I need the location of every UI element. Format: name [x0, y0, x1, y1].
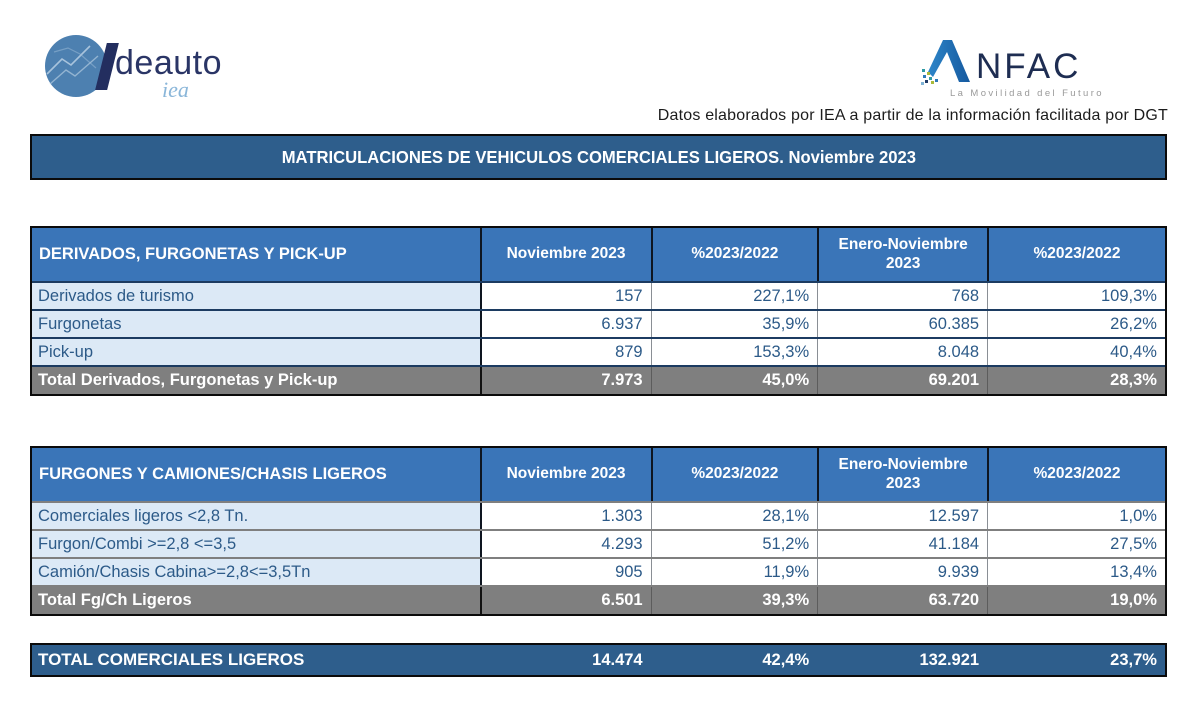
value-cell: 4.293	[480, 531, 651, 557]
value-cell: 879	[480, 339, 651, 365]
value-cell: 227,1%	[651, 283, 818, 309]
total-value-cell: 19,0%	[987, 587, 1165, 614]
value-cell: 153,3%	[651, 339, 818, 365]
value-cell: 109,3%	[987, 283, 1165, 309]
column-header: %2023/2022	[987, 448, 1165, 501]
table-total-row	[32, 365, 1165, 394]
row-label: Comerciales ligeros <2,8 Tn.	[32, 503, 480, 529]
value-cell: 1.303	[480, 503, 651, 529]
ideauto-wordmark: deauto	[115, 44, 222, 82]
row-label: Furgonetas	[32, 311, 480, 337]
total-value-cell: 45,0%	[651, 367, 818, 394]
column-header: Enero-Noviembre 2023	[817, 448, 987, 501]
table-row	[32, 529, 1165, 557]
value-cell: 8.048	[817, 339, 987, 365]
value-cell: 28,1%	[651, 503, 818, 529]
value-cell: 157	[480, 283, 651, 309]
column-header: %2023/2022	[987, 228, 1165, 281]
value-cell: 12.597	[817, 503, 987, 529]
grand-total-label: TOTAL COMERCIALES LIGEROS	[38, 650, 305, 669]
column-header: Enero-Noviembre 2023	[817, 228, 987, 281]
row-label: Pick-up	[32, 339, 480, 365]
table-row	[32, 281, 1165, 309]
value-cell: 40,4%	[987, 339, 1165, 365]
grand-total-value: 132.921	[919, 650, 980, 669]
value-cell: 26,2%	[987, 311, 1165, 337]
total-label: Total Derivados, Furgonetas y Pick-up	[38, 371, 338, 389]
ideauto-logo	[44, 30, 264, 105]
total-value-cell: 63.720	[817, 587, 987, 614]
table-total-row	[32, 585, 1165, 614]
table-row	[32, 309, 1165, 337]
grand-total-bar	[30, 643, 1167, 677]
table-row	[32, 501, 1165, 529]
table-furgones-camiones-chasis	[30, 446, 1167, 616]
data-source-note: Datos elaborados por IEA a partir de la información facilitada por DGT	[657, 107, 1168, 124]
column-header: Noviembre 2023	[480, 228, 651, 281]
report-title-bar	[30, 134, 1167, 180]
value-cell: 11,9%	[651, 559, 818, 585]
column-header: Noviembre 2023	[480, 448, 651, 501]
grand-total-value: 42,4%	[762, 650, 810, 669]
value-cell: 768	[817, 283, 987, 309]
row-label: Furgon/Combi >=2,8 <=3,5	[32, 531, 480, 557]
table-header-row	[32, 448, 1165, 501]
total-value-cell: 69.201	[817, 367, 987, 394]
row-label: Camión/Chasis Cabina>=2,8<=3,5Tn	[32, 559, 480, 585]
value-cell: 41.184	[817, 531, 987, 557]
table-title: FURGONES Y CAMIONES/CHASIS LIGEROS	[39, 464, 387, 483]
value-cell: 27,5%	[987, 531, 1165, 557]
value-cell: 905	[480, 559, 651, 585]
total-value-cell: 39,3%	[651, 587, 818, 614]
value-cell: 35,9%	[651, 311, 818, 337]
anfac-tagline: La Movilidad del Futuro	[950, 88, 1104, 99]
value-cell: 1,0%	[987, 503, 1165, 529]
total-value-cell: 28,3%	[987, 367, 1165, 394]
table-row	[32, 557, 1165, 585]
table-row	[32, 337, 1165, 365]
column-header: %2023/2022	[651, 228, 818, 281]
value-cell: 9.939	[817, 559, 987, 585]
value-cell: 51,2%	[651, 531, 818, 557]
anfac-wordmark: NFAC	[976, 47, 1082, 86]
value-cell: 13,4%	[987, 559, 1165, 585]
total-value-cell: 7.973	[480, 367, 651, 394]
table-derivados-furgonetas-pickup	[30, 226, 1167, 396]
column-header: %2023/2022	[651, 448, 818, 501]
value-cell: 60.385	[817, 311, 987, 337]
report-title: MATRICULACIONES DE VEHICULOS COMERCIALES LIGEROS. Noviembre 2023	[281, 146, 916, 167]
grand-total-value: 23,7%	[1110, 650, 1157, 669]
table-title: DERIVADOS, FURGONETAS Y PICK-UP	[39, 244, 347, 263]
grand-total-value: 14.474	[592, 650, 643, 669]
ideauto-iea-script: iea	[162, 77, 189, 102]
row-label: Derivados de turismo	[32, 283, 480, 309]
value-cell: 6.937	[480, 311, 651, 337]
anfac-logo	[920, 36, 1130, 106]
table-header-row	[32, 228, 1165, 281]
total-value-cell: 6.501	[480, 587, 651, 614]
total-label: Total Fg/Ch Ligeros	[38, 591, 192, 609]
anfac-a-icon	[920, 36, 974, 86]
